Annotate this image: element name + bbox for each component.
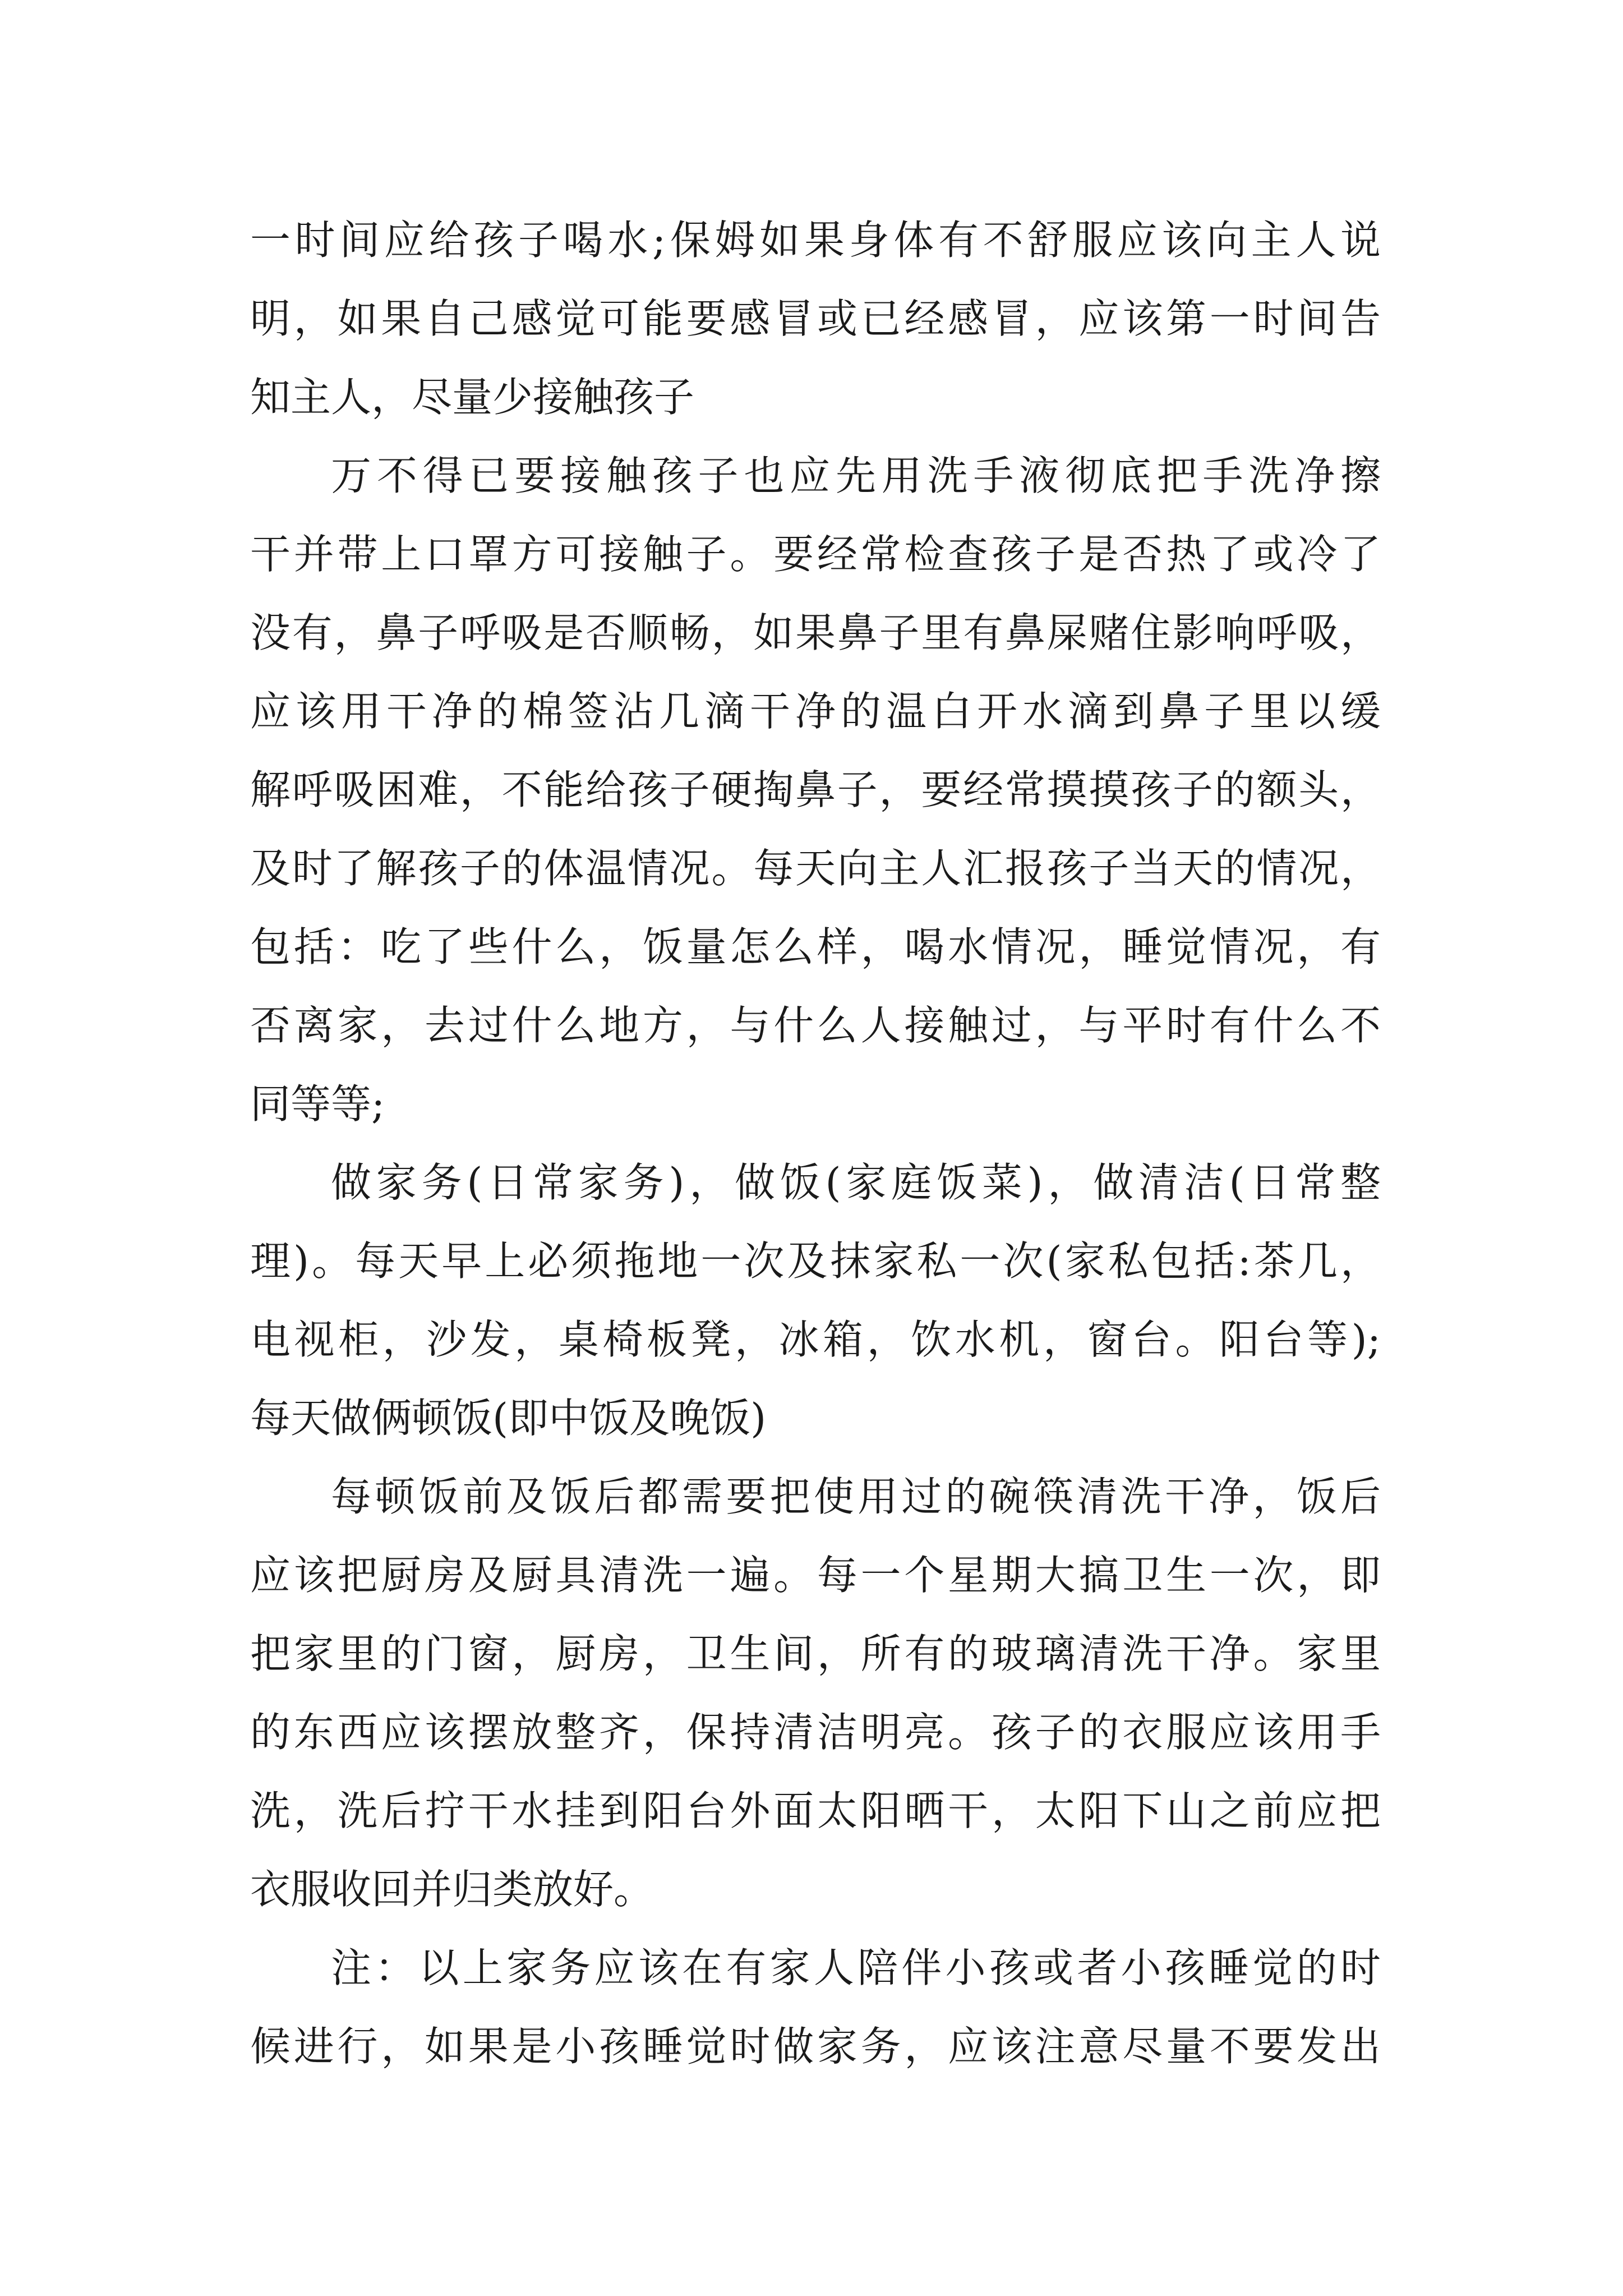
text-line: 否离家，去过什么地方，与什么人接触过，与平时有什么不 bbox=[250, 1002, 1381, 1049]
text-line: 每天做俩顿饭(即中饭及晚饭) bbox=[250, 1395, 767, 1442]
paragraph-1 bbox=[250, 201, 1381, 436]
text-line: 干并带上口罩方可接触子。要经常检查孩子是否热了或冷了 bbox=[250, 531, 1381, 578]
text-line: 及时了解孩子的体温情况。每天向主人汇报孩子当天的情况， bbox=[250, 845, 1381, 892]
text-line: 理)。每天早上必须拖地一次及抹家私一次(家私包括:茶几， bbox=[250, 1237, 1381, 1285]
text-line: 知主人，尽量少接触孩子 bbox=[250, 374, 695, 421]
text-line: 包括：吃了些什么，饭量怎么样，喝水情况，睡觉情况，有 bbox=[250, 923, 1381, 970]
text-line: 把家里的门窗，厨房，卫生间，所有的玻璃清洗干净。家里 bbox=[250, 1630, 1381, 1677]
paragraph-3 bbox=[250, 1143, 1381, 1457]
text-line: 没有，鼻子呼吸是否顺畅，如果鼻子里有鼻屎赌住影响呼吸， bbox=[250, 609, 1381, 656]
text-line: 的东西应该摆放整齐，保持清洁明亮。孩子的衣服应该用手 bbox=[250, 1709, 1381, 1756]
text-line: 每顿饭前及饭后都需要把使用过的碗筷清洗干净，饭后 bbox=[331, 1473, 1381, 1520]
text-line: 洗，洗后拧干水挂到阳台外面太阳晒干，太阳下山之前应把 bbox=[250, 1787, 1381, 1834]
text-line: 解呼吸困难，不能给孩子硬掏鼻子，要经常摸摸孩子的额头， bbox=[250, 766, 1381, 813]
text-line: 应该用干净的棉签沾几滴干净的温白开水滴到鼻子里以缓 bbox=[250, 688, 1381, 735]
document-body bbox=[250, 201, 1381, 2086]
text-line: 注：以上家务应该在有家人陪伴小孩或者小孩睡觉的时 bbox=[331, 1944, 1381, 1991]
paragraph-4 bbox=[250, 1457, 1381, 1929]
text-line: 做家务(日常家务)，做饭(家庭饭菜)，做清洁(日常整 bbox=[331, 1159, 1381, 1206]
paragraph-2 bbox=[250, 436, 1381, 1143]
text-line: 万不得已要接触孩子也应先用洗手液彻底把手洗净擦 bbox=[331, 452, 1381, 499]
text-line: 同等等; bbox=[250, 1080, 385, 1128]
text-line: 衣服收回并归类放好。 bbox=[250, 1866, 654, 1913]
text-line: 电视柜，沙发，桌椅板凳，冰箱，饮水机，窗台。阳台等); bbox=[250, 1316, 1381, 1363]
text-line: 明，如果自己感觉可能要感冒或已经感冒，应该第一时间告 bbox=[250, 295, 1381, 342]
text-line: 候进行，如果是小孩睡觉时做家务，应该注意尽量不要发出 bbox=[250, 2023, 1381, 2070]
text-line: 应该把厨房及厨具清洗一遍。每一个星期大搞卫生一次，即 bbox=[250, 1552, 1381, 1599]
text-line: 一时间应给孩子喝水;保姆如果身体有不舒服应该向主人说 bbox=[250, 217, 1381, 264]
paragraph-5 bbox=[250, 1929, 1381, 2086]
